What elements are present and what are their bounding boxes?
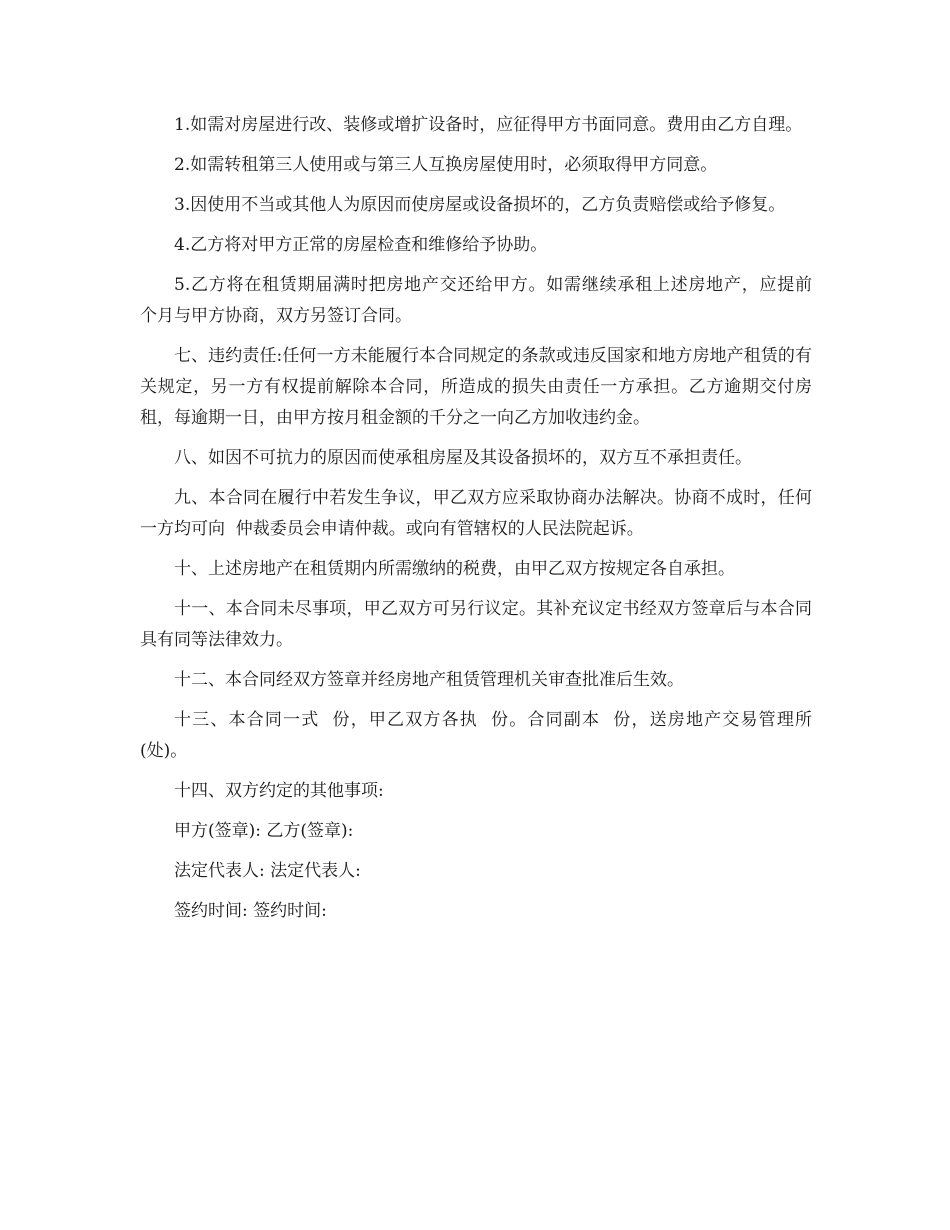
clause-3-damage: 3.因使用不当或其他人为原因而使房屋或设备损坏的，乙方负责赔偿或给予修复。 bbox=[174, 195, 786, 215]
clause-1-alteration: 1.如需对房屋进行改、装修或增扩设备时，应征得甲方书面同意。费用由乙方自理。 bbox=[174, 115, 803, 135]
clause-13-copies: 十三、本合同一式 份，甲乙双方各执 份。合同副本 份，送房地产交易管理所(处)。 bbox=[140, 710, 812, 761]
clause-5-return: 5.乙方将在租赁期届满时把房地产交还给甲方。如需继续承租上述房地产，应提前 个月与甲方协商，双方另签订合同。 bbox=[140, 275, 823, 326]
contract-body bbox=[140, 110, 823, 936]
signing-date-line: 签约时间: 签约时间: bbox=[174, 901, 327, 921]
clause-4-inspection: 4.乙方将对甲方正常的房屋检查和维修给予协助。 bbox=[174, 235, 548, 255]
clause-9-dispute: 九、本合同在履行中若发生争议，甲乙双方应采取协商办法解决。协商不成时，任何一方均可向 仲裁委员会申请仲裁。或向有管辖权的人民法院起诉。 bbox=[140, 488, 812, 539]
clause-12-effective: 十二、本合同经双方签章并经房地产租赁管理机关审查批准后生效。 bbox=[174, 670, 684, 690]
clause-2-sublease: 2.如需转租第三人使用或与第三人互换房屋使用时，必须取得甲方同意。 bbox=[174, 155, 718, 175]
representative-line: 法定代表人: 法定代表人: bbox=[174, 861, 361, 881]
clause-7-breach: 七、违约责任:任何一方未能履行本合同规定的条款或违反国家和地方房地产租赁的有关规定，另一方有权提前解除本合同，所造成的损失由责任一方承担。乙方逾期交付房租，每逾期一日，由甲方按月租金额的千分之一向乙方加收违约金。 bbox=[140, 346, 812, 428]
clause-8-force-majeure: 八、如因不可抗力的原因而使承租房屋及其设备损坏的，双方互不承担责任。 bbox=[174, 448, 752, 468]
clause-10-taxes: 十、上述房地产在租赁期内所需缴纳的税费，由甲乙双方按规定各自承担。 bbox=[174, 559, 735, 579]
clause-14-other: 十四、双方约定的其他事项: bbox=[174, 781, 384, 801]
signature-line: 甲方(签章): 乙方(签章): bbox=[174, 821, 354, 841]
clause-11-supplement: 十一、本合同未尽事项，甲乙双方可另行议定。其补充议定书经双方签章后与本合同具有同等法律效力。 bbox=[140, 599, 812, 650]
